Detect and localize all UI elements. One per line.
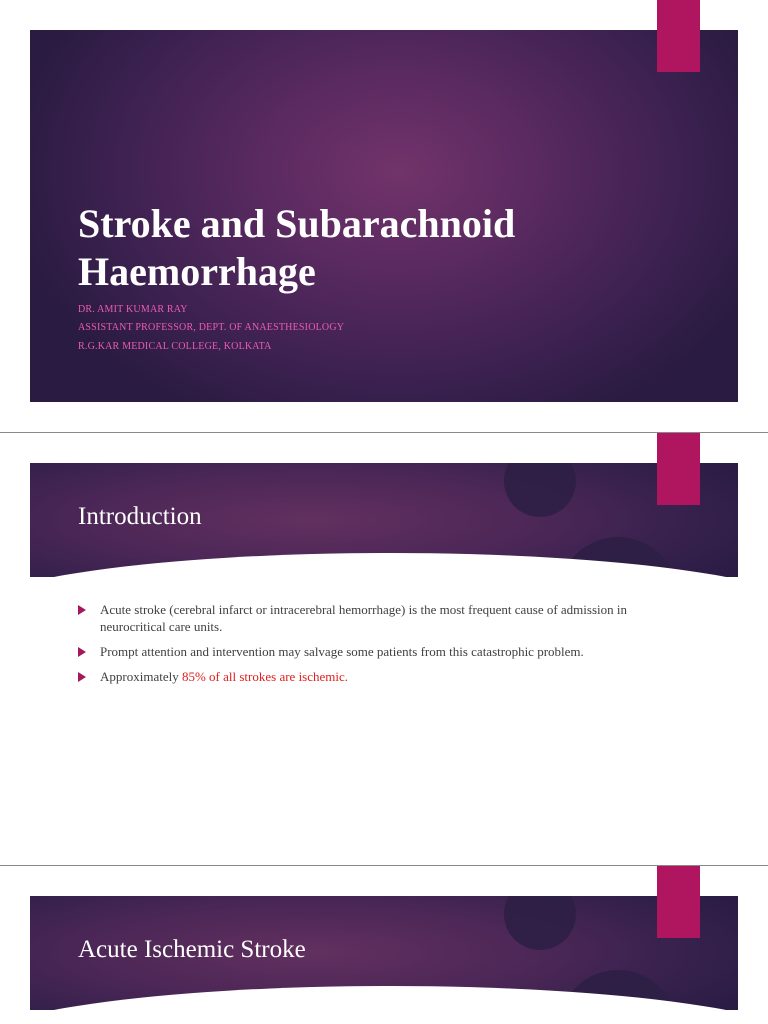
bullet-text: Approximately [100,669,182,684]
author-position: ASSISTANT PROFESSOR, DEPT. OF ANAESTHESIOLOGY [78,322,345,333]
title-line-2: Haemorrhage [78,249,316,294]
bullet-arrow-icon [78,647,86,657]
decorative-circle [504,463,576,517]
accent-tab [657,433,700,505]
title-line-1: Stroke and Subarachnoid [78,201,516,246]
bullet-arrow-icon [78,605,86,615]
introduction-slide [0,433,768,865]
slide-title: Introduction [78,503,202,530]
bullet-item [78,601,638,635]
author-name: DR. AMIT KUMAR RAY [78,304,188,315]
presentation-title [78,200,678,296]
slide-header [30,463,738,577]
bullet-item [78,643,638,660]
slide-header [30,896,738,1010]
slide-title: Acute Ischemic Stroke [78,936,306,963]
accent-tab [657,0,700,72]
bullet-text: Acute stroke (cerebral infarct or intracerebral hemorrhage) is the most frequent cause of admission in neurocritical care units. [100,602,628,634]
bullet-list [78,601,638,693]
author-institution: R.G.KAR MEDICAL COLLEGE, KOLKATA [78,341,272,352]
accent-tab [657,866,700,938]
title-slide [0,0,768,432]
decorative-circle [504,896,576,950]
acute-ischemic-stroke-slide [0,866,768,1024]
bullet-arrow-icon [78,672,86,682]
bullet-item [78,668,638,685]
bullet-highlight: 85% of all strokes are ischemic. [181,669,349,684]
bullet-text: Prompt attention and intervention may salvage some patients from this catastrophic problem. [100,644,584,659]
